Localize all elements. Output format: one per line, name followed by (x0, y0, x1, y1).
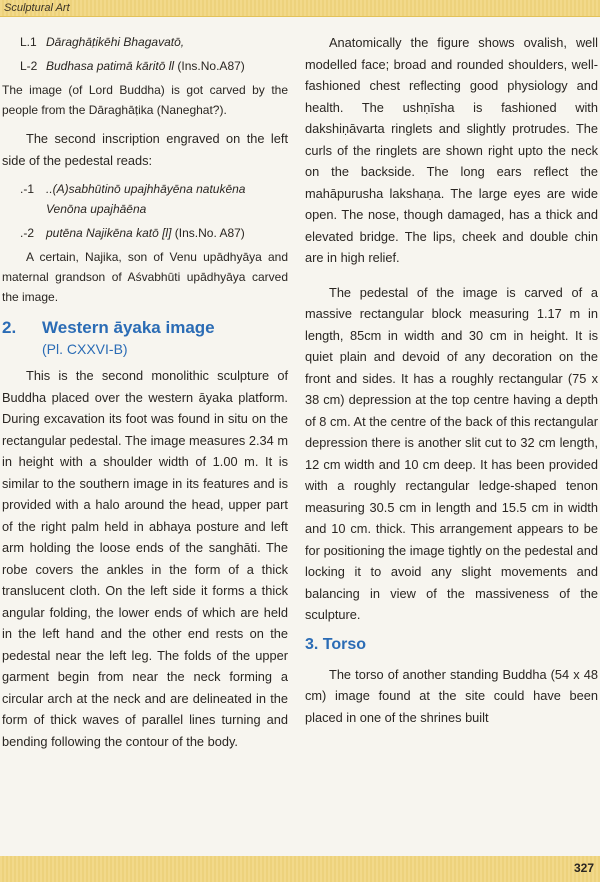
paragraph: A certain, Najika, son of Venu upādhyāya and maternal grandson of Aśvabhūti upādhyāya carved the image. (2, 250, 288, 304)
inscription-ref: (Ins.No.A87) (177, 59, 245, 73)
inscription-ref: (Ins.No. A87) (174, 226, 245, 240)
inscription-line (2, 32, 288, 52)
line-text: Dāraghāṭikēhi Bhagavatō, (46, 35, 185, 49)
paragraph: The pedestal of the image is carved of a massive rectangular block measuring 1.17 m in length, 85cm in width and 30 cm in height. It is quiet plain and devoid of any decoration on the front and sides. It has a roughly rectangular (75 x 38 cm) depression at the top centre having a depth of 8 cm. At the centre of the back of this rectangular depression there is another slit cut to 32 cm length, 12 cm width and 10 cm deep. It has been provided with a roughly rectangular ledge-shaped tenon measuring 30.5 cm in length and 15.5 cm in width and 10 cm. thick. This arrangement appears to be for positioning the image tightly on the pedestal and locking it to avoid any slight movements and balancing in view of the massiveness of the sculpture. (305, 284, 598, 622)
running-header: Sculptural Art (4, 2, 70, 14)
paragraph: The torso of another standing Buddha (54 x 48 cm) image found at the site could have been placed in one of the shrines built (305, 666, 598, 725)
section-number: 2. (2, 318, 17, 337)
line-label: L-2 (20, 59, 38, 73)
line-label: .-1 (20, 182, 35, 196)
line-text: Budhasa patimā kāritō ll (46, 59, 175, 73)
line-label: .-2 (20, 226, 35, 240)
inscription-line (2, 179, 288, 219)
inscription-line (2, 223, 288, 243)
left-column (2, 32, 288, 760)
header-band (0, 0, 600, 17)
paragraph: This is the second monolithic sculpture of Buddha placed over the western āyaka platform. During excavation its foot was found in situ on the rectangular pedestal. The image measures 2.34 m in height with a shoulder width of 1.00 m. It is similar to the southern image in its features and is provided with a halo around the head, upper part of the right palm held in abhaya posture and left arm holding the loose ends of the sanghāti. The robe covers the ankles in the form of a thick translucent cloth. On the left side it forms a thick angular folding, the lower ends of which are held in the left hand and the other end rests on the pedestal near the left leg. The folds of the upper garment begin from near the neck forming a circular arch at the neck and are delineated in the form of thick waves of parallel lines turning and bending following the contour of the body. (2, 368, 288, 749)
paragraph: The second inscription engraved on the left side of the pedestal reads: (2, 131, 288, 168)
paragraph: Anatomically the figure shows ovalish, well modelled face; broad and rounded shoulders, well-fashioned chest reflecting good physiology and health. The ushṇīsha is fashioned with dakshiṇāvarta ringlets and slightly protrudes. The curls of the ringlets are shown right upto the neck on the backside. The long ears reflect the mahāpurusha lakshaṇa. The large eyes are wide open. The nose, though damaged, has a thick and elevated bridge. The lips, cheek and double chin are in high relief. (305, 35, 598, 265)
footer-band (0, 856, 600, 882)
section-heading (2, 317, 288, 339)
plate-reference: (Pl. CXXVI-B) (42, 341, 128, 357)
line-text: ..(A)sabhūtinō upajhhāyēna natukēna (46, 182, 246, 196)
paragraph: The image (of Lord Buddha) is got carved by the people from the Dāraghāṭika (Naneghat?). (2, 83, 288, 117)
line-text: putēna Najikēna katō [l] (46, 226, 172, 240)
section-title: Western āyaka image (42, 318, 215, 337)
right-column (305, 32, 598, 736)
section-heading: 3. Torso (305, 635, 367, 653)
page-number: 327 (573, 861, 594, 875)
line-label: L.1 (20, 35, 37, 49)
inscription-line (2, 56, 288, 76)
line-text-cont: Venōna upajhāēna (46, 202, 147, 216)
